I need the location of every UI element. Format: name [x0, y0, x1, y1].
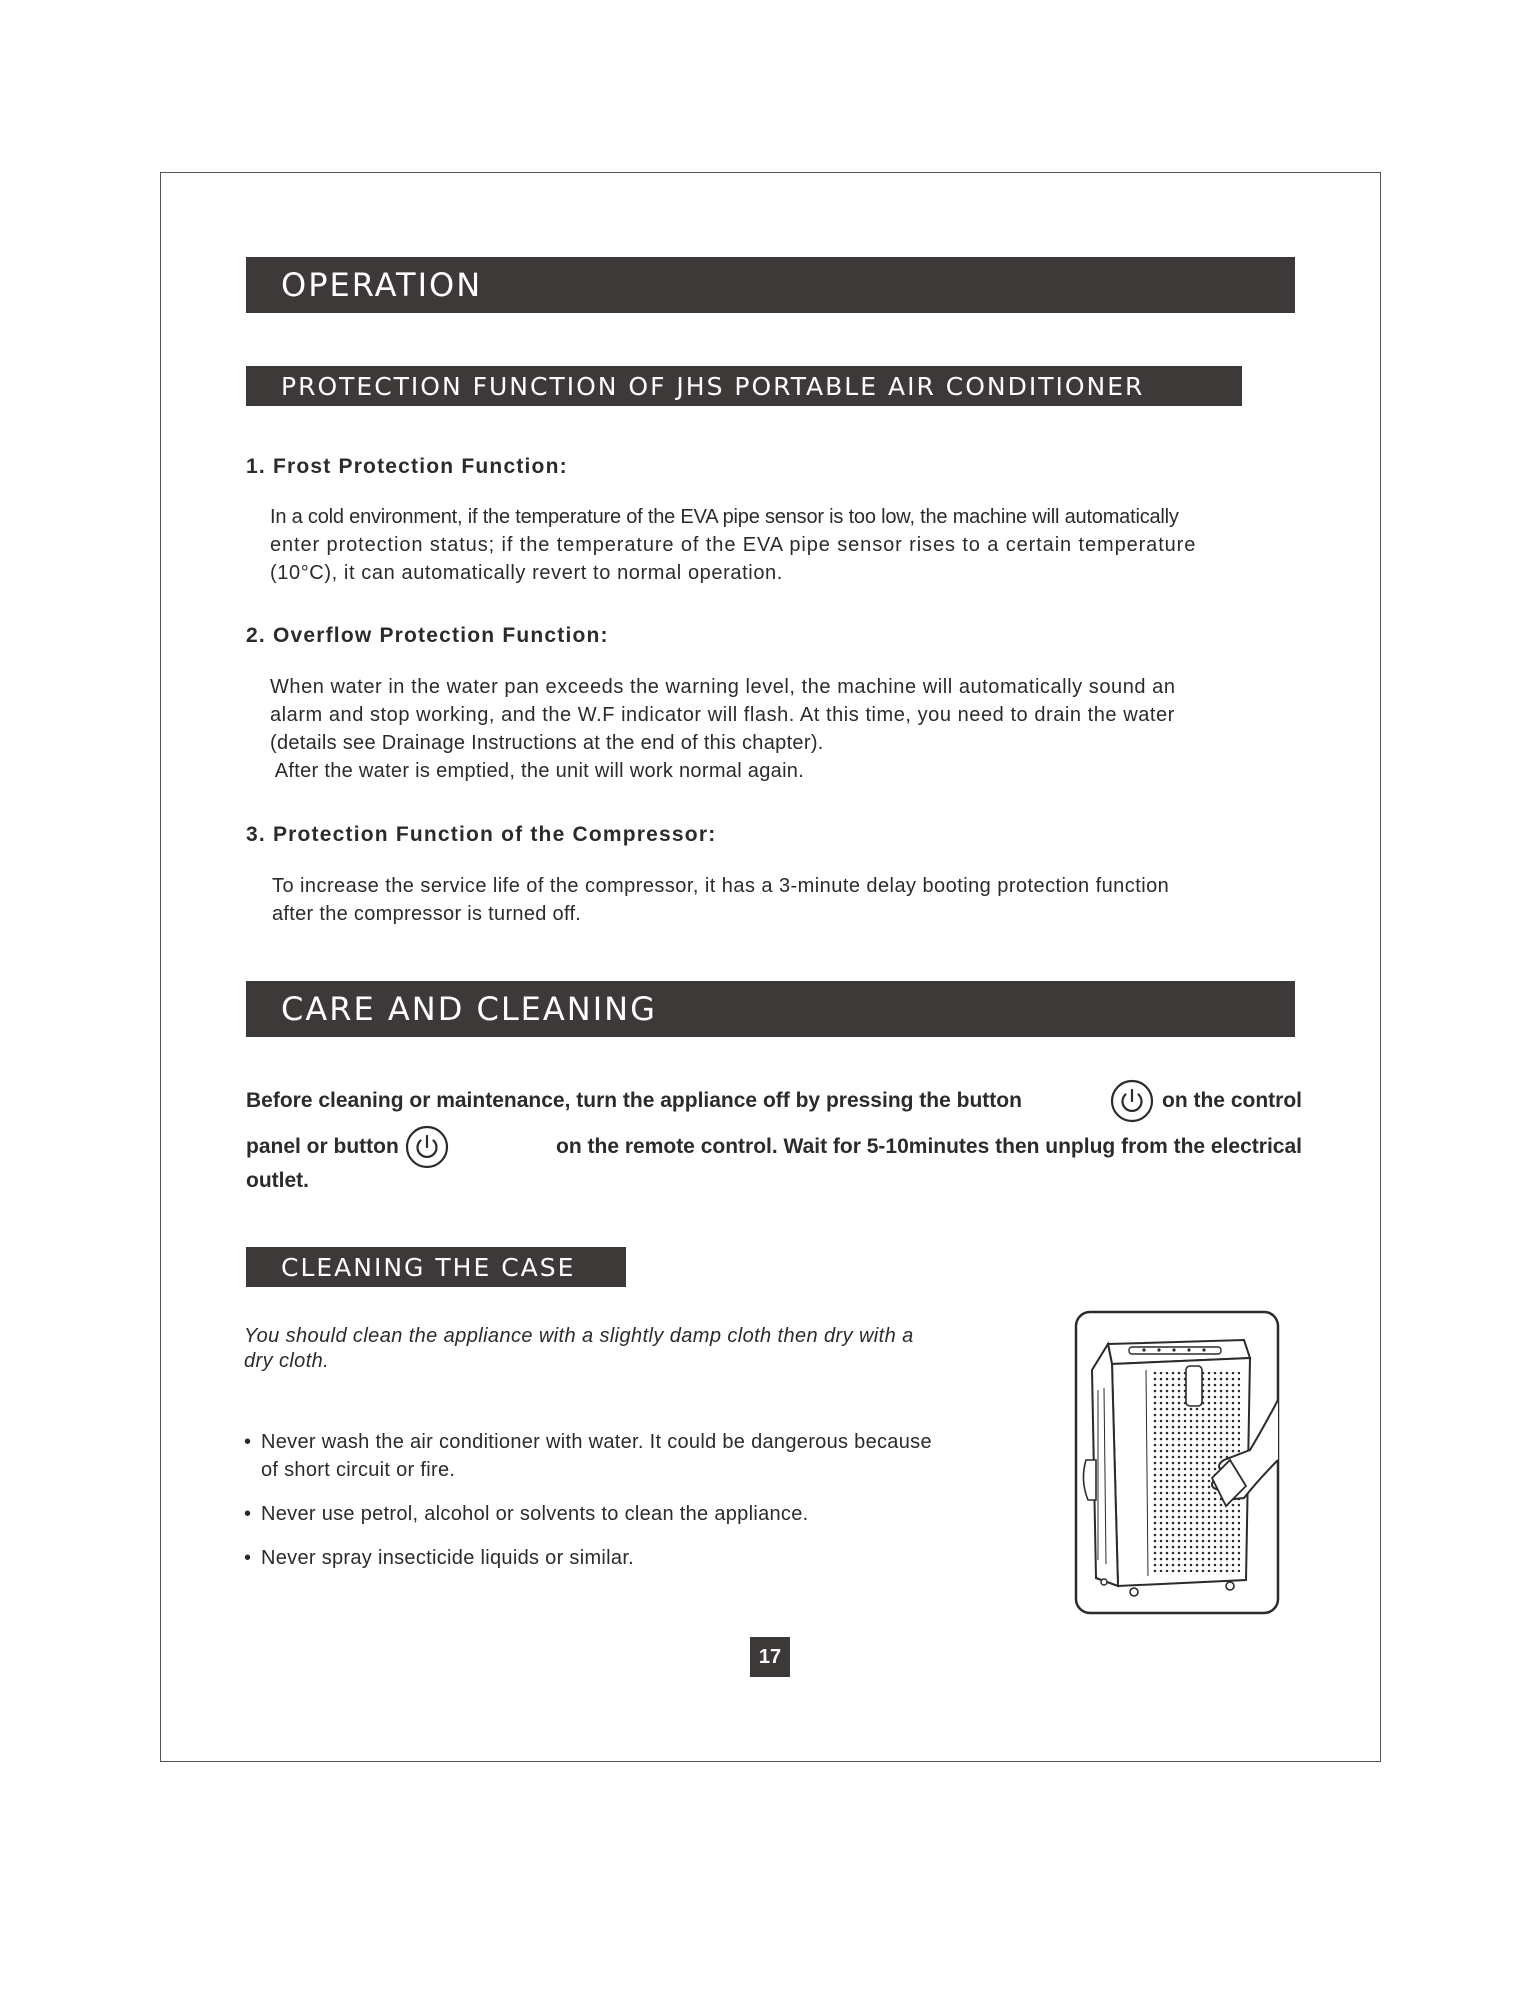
protection-title: PROTECTION FUNCTION OF JHS PORTABLE AIR CONDITIONER [281, 371, 1145, 401]
care-note-part-5: outlet. [246, 1169, 309, 1192]
frost-heading: 1. Frost Protection Function: [246, 455, 568, 478]
operation-title: OPERATION [281, 266, 483, 304]
care-title: CARE AND CLEANING [281, 990, 657, 1028]
compressor-line-2: after the compressor is turned off. [272, 903, 582, 925]
compressor-paragraph [272, 872, 1302, 928]
care-note-line-3 [246, 1166, 1302, 1196]
overflow-line-4: After the water is emptied, the unit will work normal again. [270, 760, 805, 782]
frost-line-3: (10°C), it can automatically revert to normal operation. [270, 562, 783, 584]
air-conditioner-cleaning-illustration [1074, 1310, 1280, 1615]
case-title: CLEANING THE CASE [281, 1252, 576, 1282]
power-icon [1110, 1079, 1154, 1123]
compressor-line-1: To increase the service life of the compressor, it has a 3-minute delay booting protection function [272, 875, 1170, 897]
care-banner [246, 981, 1295, 1037]
overflow-paragraph [270, 673, 1300, 785]
case-intro [244, 1324, 1024, 1374]
bullet-dot: • [244, 1431, 252, 1453]
case-banner [246, 1247, 626, 1287]
overflow-line-3: (details see Drainage Instructions at the end of this chapter). [270, 732, 824, 754]
operation-banner [246, 257, 1295, 313]
care-note [246, 1078, 1302, 1196]
overflow-line-2: alarm and stop working, and the W.F indicator will flash. At this time, you need to drain the water [270, 704, 1175, 726]
bullet-dot: • [244, 1503, 252, 1525]
care-note-part-4: on the remote control. Wait for 5-10minutes then unplug from the electrical [556, 1135, 1302, 1158]
care-note-line-1 [246, 1078, 1302, 1124]
frost-line-1: In a cold environment, if the temperature of the EVA pipe sensor is too low, the machine will automatically [270, 506, 1179, 528]
overflow-heading: 2. Overflow Protection Function: [246, 624, 609, 647]
bullet-1-line-1: Never wash the air conditioner with water. It could be dangerous because [261, 1431, 932, 1453]
bullet-item-1 [244, 1428, 1034, 1484]
frost-paragraph [270, 503, 1300, 587]
bullet-item-3 [244, 1544, 1034, 1572]
frost-line-2: enter protection status; if the temperature of the EVA pipe sensor rises to a certain temperature [270, 534, 1197, 556]
care-note-part-1: Before cleaning or maintenance, turn the appliance off by pressing the button [246, 1089, 1022, 1112]
bullet-3-text: Never spray insecticide liquids or similar. [261, 1547, 635, 1569]
cleaning-bullets [244, 1428, 1034, 1572]
care-note-tail-1 [1104, 1079, 1302, 1123]
care-note-part-2: on the control [1162, 1089, 1302, 1112]
protection-banner [246, 366, 1242, 406]
bullet-2-text: Never use petrol, alcohol or solvents to clean the appliance. [261, 1503, 809, 1525]
care-note-part-3: panel or button [246, 1135, 399, 1158]
compressor-heading: 3. Protection Function of the Compressor: [246, 823, 717, 846]
care-note-head-2 [246, 1125, 455, 1169]
bullet-dot: • [244, 1547, 252, 1569]
power-icon [405, 1125, 449, 1169]
case-intro-line-1: You should clean the appliance with a slightly damp cloth then dry with a [244, 1325, 914, 1347]
page-number: 17 [750, 1637, 790, 1677]
care-note-line-2 [246, 1124, 1302, 1170]
overflow-line-1: When water in the water pan exceeds the warning level, the machine will automatically sound an [270, 676, 1176, 698]
bullet-item-2 [244, 1500, 1034, 1528]
case-intro-line-2: dry cloth. [244, 1350, 330, 1372]
bullet-1-line-2: of short circuit or fire. [261, 1459, 456, 1481]
